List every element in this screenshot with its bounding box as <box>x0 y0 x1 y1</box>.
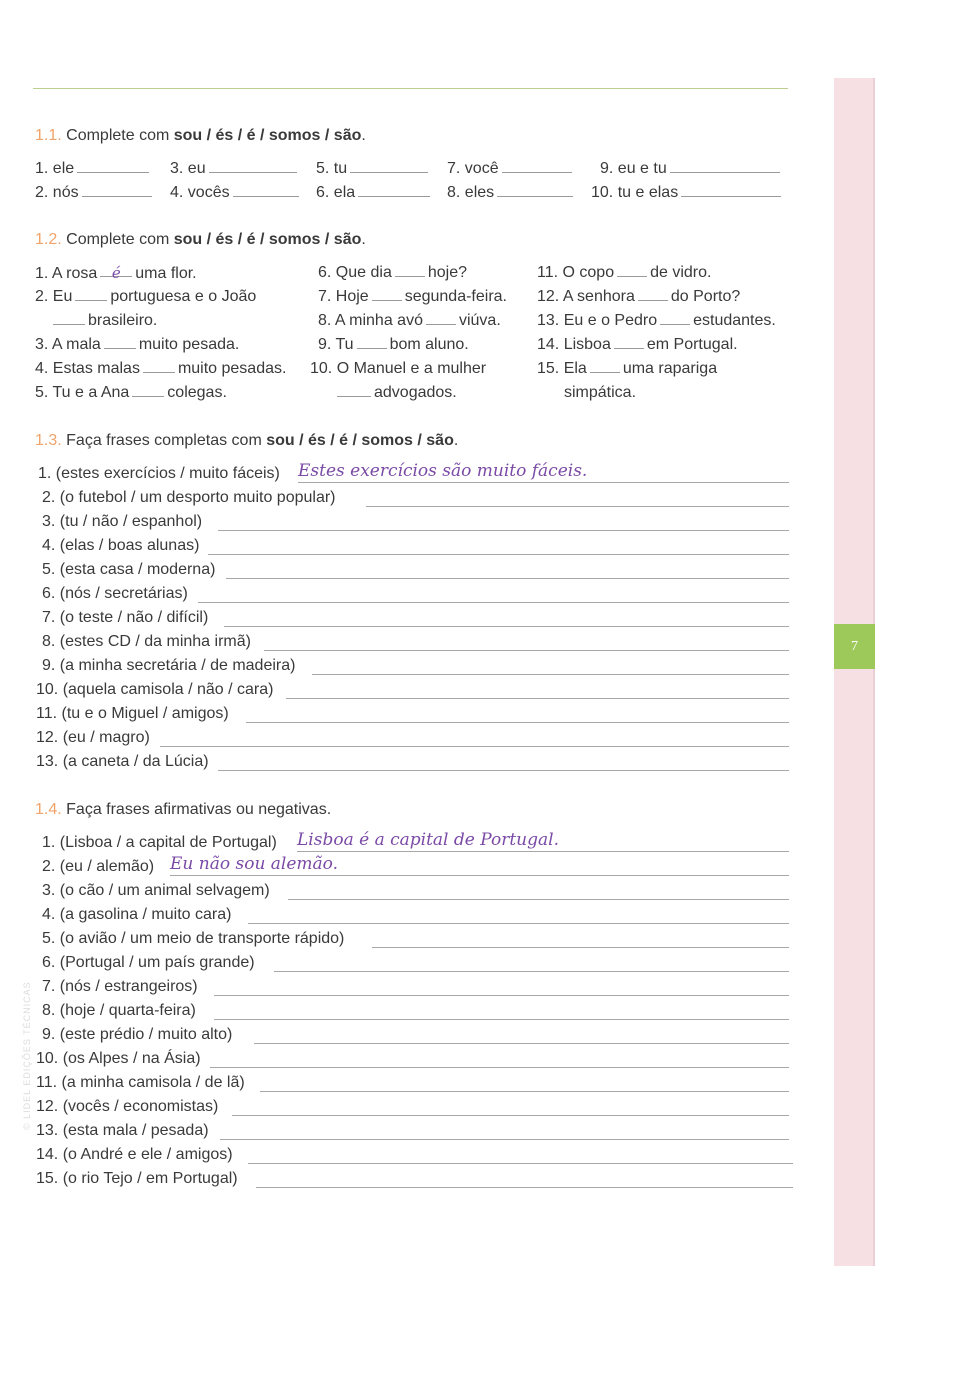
answer-line[interactable] <box>218 530 789 531</box>
answer-blank[interactable] <box>660 312 690 325</box>
section-number: 1.4. <box>35 801 62 818</box>
answer-blank[interactable] <box>395 264 425 277</box>
sentence-prompt: 3. (tu / não / espanhol) <box>42 513 203 530</box>
answer-line[interactable] <box>214 1019 789 1020</box>
answer-line[interactable] <box>214 995 789 996</box>
instruction-suffix: . <box>361 127 366 144</box>
sentence-prompt: 8. (hoje / quarta-feira) <box>42 1002 196 1019</box>
exercise-item-continuation: brasileiro. <box>50 312 157 330</box>
instruction-prefix: Complete com <box>66 231 174 248</box>
sentence-prompt: 3. (o cão / um animal selvagem) <box>42 882 270 899</box>
answer-blank[interactable] <box>337 384 371 397</box>
answer-line[interactable] <box>160 746 789 747</box>
sentence-prompt: 9. (a minha secretária / de madeira) <box>42 657 296 674</box>
exercise-item: 2. Eu portuguesa e o João <box>35 288 257 305</box>
sentence-prompt: 10. (aquela camisola / não / cara) <box>36 681 274 698</box>
exercise-item: 4. vocês <box>170 184 302 202</box>
exercise-item-continuation: simpática. <box>564 384 637 401</box>
sentence-prompt: 13. (a caneta / da Lúcia) <box>36 753 209 770</box>
section-number: 1.2. <box>35 231 62 248</box>
answer-blank[interactable] <box>638 288 668 301</box>
instruction-prefix: Faça frases afirmativas ou negativas. <box>66 801 332 818</box>
answer-line[interactable] <box>210 1067 789 1068</box>
answer-blank[interactable]: é <box>100 264 132 277</box>
answer-line[interactable] <box>256 1187 793 1188</box>
side-credit: © LIDEL EDIÇÕES TÉCNICAS <box>22 981 32 1130</box>
exercise-item: 2. nós <box>35 184 155 202</box>
exercise-item: 1. A rosa é uma flor. <box>35 264 197 282</box>
handwritten-answer: Estes exercícios são muito fáceis. <box>298 461 588 481</box>
answer-line[interactable] <box>286 698 789 699</box>
answer-line[interactable] <box>298 482 789 483</box>
instruction-bold: sou / és / é / somos / são <box>173 127 362 144</box>
answer-line[interactable] <box>248 1163 793 1164</box>
answer-blank[interactable] <box>502 160 572 173</box>
exercise-item: 9. eu e tu <box>600 160 783 178</box>
exercise-item: 13. Eu e o Pedro estudantes. <box>537 312 776 329</box>
instruction-bold: sou / és / é / somos / são <box>173 231 362 248</box>
sentence-prompt: 5. (o avião / um meio de transporte rápido) <box>42 930 345 947</box>
sentence-prompt: 11. (tu e o Miguel / amigos) <box>36 705 229 722</box>
exercise-item: 14. Lisboa em Portugal. <box>537 336 738 353</box>
sentence-prompt: 12. (vocês / economistas) <box>36 1098 219 1115</box>
sentence-prompt: 1. (Lisboa / a capital de Portugal) <box>42 834 277 851</box>
sentence-prompt: 6. (Portugal / um país grande) <box>42 954 255 971</box>
instruction-suffix: . <box>361 231 366 248</box>
exercise-item: 9. Tu bom aluno. <box>318 336 469 353</box>
answer-blank[interactable] <box>75 288 107 301</box>
sentence-prompt: 13. (esta mala / pesada) <box>36 1122 209 1139</box>
answer-blank[interactable] <box>590 360 620 373</box>
answer-blank[interactable] <box>670 160 780 173</box>
sentence-prompt: 4. (elas / boas alunas) <box>42 537 200 554</box>
sentence-prompt: 7. (o teste / não / difícil) <box>42 609 209 626</box>
exercise-item: 8. eles <box>447 184 576 202</box>
answer-blank[interactable] <box>681 184 781 197</box>
answer-line[interactable] <box>246 722 789 723</box>
answer-line[interactable] <box>170 875 789 876</box>
exercise-item: 1. ele <box>35 160 152 178</box>
sentence-prompt: 4. (a gasolina / muito cara) <box>42 906 232 923</box>
answer-blank[interactable] <box>77 160 149 173</box>
answer-line[interactable] <box>372 947 789 948</box>
sentence-prompt: 2. (o futebol / um desporto muito popular) <box>42 489 336 506</box>
exercise-item: 7. você <box>447 160 575 178</box>
exercise-item: 15. Ela uma rapariga <box>537 360 718 377</box>
answer-blank[interactable] <box>143 360 175 373</box>
section-heading-1-1 <box>35 127 366 145</box>
sentence-prompt: 12. (eu / magro) <box>36 729 150 746</box>
answer-line[interactable] <box>218 770 789 771</box>
exercise-item: 12. A senhora do Porto? <box>537 288 741 305</box>
answer-line[interactable] <box>366 506 789 507</box>
exercise-item: 8. A minha avó viúva. <box>318 312 501 329</box>
exercise-item: 7. Hoje segunda-feira. <box>318 288 507 305</box>
exercise-item: 10. O Manuel e a mulher <box>310 360 487 377</box>
sentence-prompt: 11. (a minha camisola / de lã) <box>36 1074 245 1091</box>
answer-blank[interactable] <box>104 336 136 349</box>
exercise-item: 5. Tu e a Ana colegas. <box>35 384 227 401</box>
answer-line[interactable] <box>260 1091 789 1092</box>
answer-blank[interactable] <box>497 184 573 197</box>
exercise-item: 10. tu e elas <box>591 184 784 202</box>
answer-blank[interactable] <box>350 160 428 173</box>
answer-blank[interactable] <box>617 264 647 277</box>
side-margin-band <box>834 78 875 1266</box>
answer-blank[interactable] <box>132 384 164 397</box>
sentence-prompt: 8. (estes CD / da minha irmã) <box>42 633 251 650</box>
sentence-prompt: 5. (esta casa / moderna) <box>42 561 216 578</box>
answer-line[interactable] <box>312 674 789 675</box>
sentence-prompt: 10. (os Alpes / na Ásia) <box>36 1050 201 1067</box>
handwritten-answer: Eu não sou alemão. <box>170 854 339 874</box>
handwritten-answer: Lisboa é a capital de Portugal. <box>297 830 559 850</box>
sentence-prompt: 2. (eu / alemão) <box>42 858 155 875</box>
section-heading-1-4 <box>35 801 331 819</box>
answer-blank[interactable] <box>82 184 152 197</box>
answer-blank[interactable] <box>372 288 402 301</box>
instruction-prefix: Complete com <box>66 127 174 144</box>
sentence-prompt: 14. (o André e ele / amigos) <box>36 1146 233 1163</box>
answer-blank[interactable] <box>209 160 297 173</box>
instruction-prefix: Faça frases completas com <box>66 432 267 449</box>
exercise-item: 6. ela <box>316 184 433 202</box>
answer-blank[interactable] <box>357 336 387 349</box>
sentence-prompt: 15. (o rio Tejo / em Portugal) <box>36 1170 238 1187</box>
exercise-item: 3. eu <box>170 160 300 178</box>
answer-line[interactable] <box>254 1043 789 1044</box>
answer-blank[interactable] <box>614 336 644 349</box>
answer-line[interactable] <box>288 899 789 900</box>
instruction-bold: sou / és / é / somos / são <box>266 432 454 449</box>
answer-blank[interactable] <box>358 184 430 197</box>
answer-line[interactable] <box>226 578 789 579</box>
exercise-item: 5. tu <box>316 160 431 178</box>
section-heading-1-3 <box>35 432 458 450</box>
exercise-item-continuation: advogados. <box>334 384 457 402</box>
answer-blank[interactable] <box>426 312 456 325</box>
instruction-suffix: . <box>453 432 459 449</box>
answer-line[interactable] <box>248 923 789 924</box>
top-divider <box>33 88 788 89</box>
answer-line[interactable] <box>198 602 789 603</box>
answer-line[interactable] <box>264 650 789 651</box>
side-margin-edge <box>873 78 875 1266</box>
answer-line[interactable] <box>208 554 789 555</box>
page-number-tab: 7 <box>834 624 875 669</box>
exercise-item: 6. Que dia hoje? <box>318 264 467 281</box>
answer-line[interactable] <box>224 626 789 627</box>
sentence-prompt: 7. (nós / estrangeiros) <box>42 978 198 995</box>
sentence-prompt: 1. (estes exercícios / muito fáceis) <box>38 465 280 482</box>
answer-line[interactable] <box>232 1115 789 1116</box>
answer-line[interactable] <box>274 971 789 972</box>
sentence-prompt: 6. (nós / secretárias) <box>42 585 188 602</box>
answer-line[interactable] <box>220 1139 789 1140</box>
answer-blank[interactable] <box>233 184 299 197</box>
answer-blank[interactable] <box>53 312 85 325</box>
section-number: 1.3. <box>35 432 62 449</box>
sentence-prompt: 9. (este prédio / muito alto) <box>42 1026 233 1043</box>
section-number: 1.1. <box>35 127 62 144</box>
exercise-item: 4. Estas malas muito pesadas. <box>35 360 287 377</box>
answer-line[interactable] <box>297 851 789 852</box>
exercise-item: 3. A mala muito pesada. <box>35 336 240 353</box>
exercise-item: 11. O copo de vidro. <box>537 264 712 281</box>
section-heading-1-2 <box>35 231 366 249</box>
